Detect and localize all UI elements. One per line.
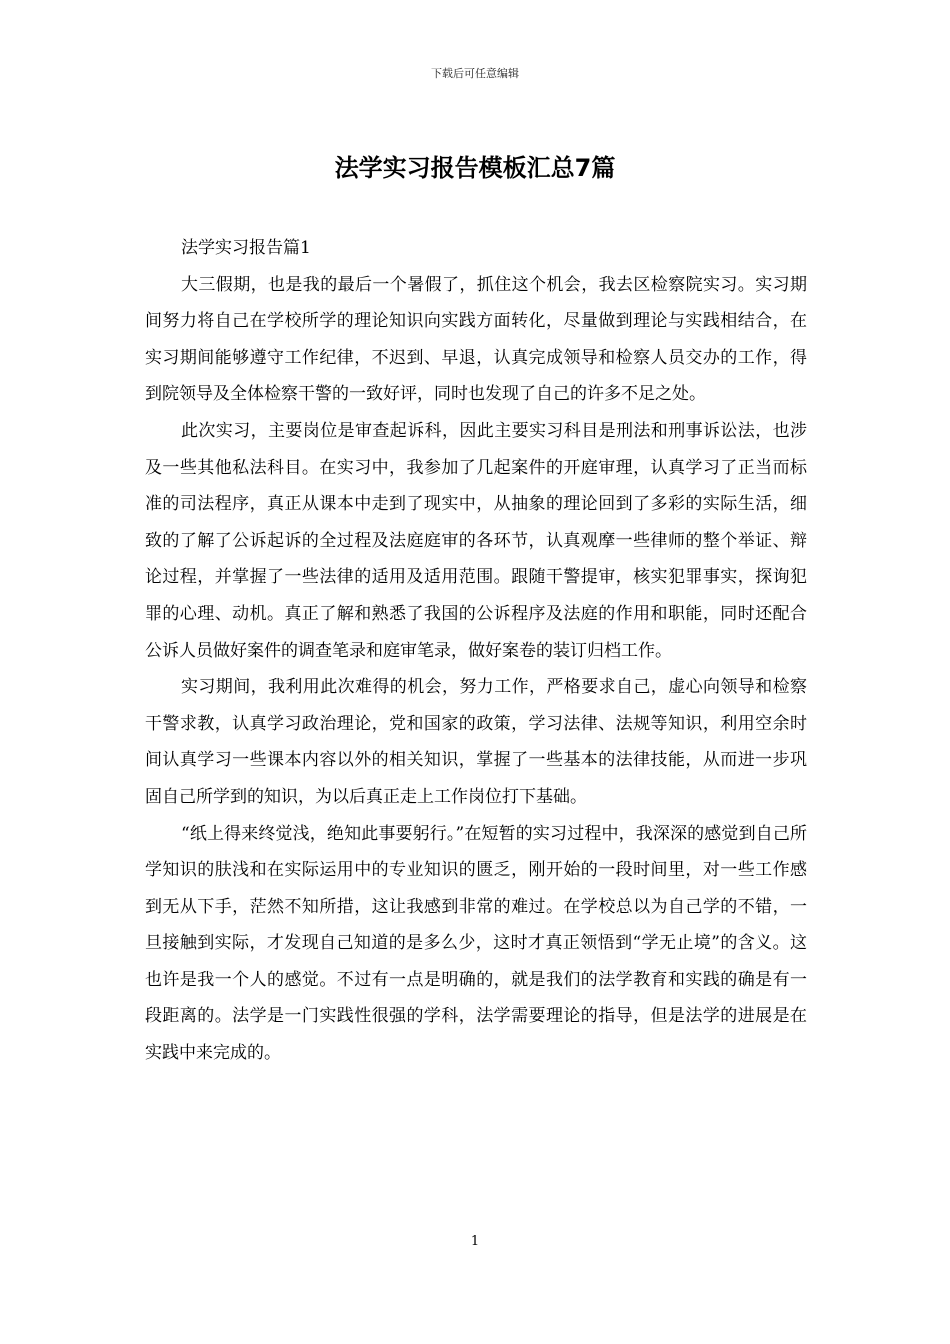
page-number: 1 xyxy=(470,1234,480,1249)
paragraph-4: “纸上得来终觉浅，绝知此事要躬行。”在短暂的实习过程中，我深深的感觉到自己所学知识的肤浅和在实际运用中的专业知识的匮乏，刚开始的一段时间里，对一些工作感到无从下手，茫然不知所措，这让我感到非常的难过。在学校总以为自己学的不错，一旦接触到实际，才发现自己知道的是多么少，这时才真正领悟到“学无止境”的含义。这也许是我一个人的感觉。不过有一点是明确的，就是我们的法学教育和实践的确是有一段距离的。法学是一门实践性很强的学科，法学需要理论的指导，但是法学的进展是在实践中来完成的。 xyxy=(145,823,807,1064)
document-body xyxy=(145,230,807,1072)
header-note: 下载后可任意编辑 xyxy=(431,67,519,80)
section-heading: 法学实习报告篇1 xyxy=(181,238,311,258)
paragraph-3: 实习期间，我利用此次难得的机会，努力工作，严格要求自己，虚心向领导和检察干警求教，认真学习政治理论，党和国家的政策，学习法律、法规等知识，利用空余时间认真学习一些课本内容以外的相关知识，掌握了一些基本的法律技能，从而进一步巩固自己所学到的知识，为以后真正走上工作岗位打下基础。 xyxy=(145,677,807,807)
document-title: 法学实习报告模板汇总7篇 xyxy=(334,154,616,182)
paragraph-2: 此次实习，主要岗位是审查起诉科，因此主要实习科目是刑法和刑事诉讼法，也涉及一些其他私法科目。在实习中，我参加了几起案件的开庭审理，认真学习了正当而标准的司法程序，真正从课本中走到了现实中，从抽象的理论回到了多彩的实际生活，细致的了解了公诉起诉的全过程及法庭庭审的各环节，认真观摩一些律师的整个举证、辩论过程，并掌握了一些法律的适用及适用范围。跟随干警提审，核实犯罪事实，探询犯罪的心理、动机。真正了解和熟悉了我国的公诉程序及法庭的作用和职能，同时还配合公诉人员做好案件的调查笔录和庭审笔录，做好案卷的装订归档工作。 xyxy=(145,420,807,661)
paragraph-1: 大三假期，也是我的最后一个暑假了，抓住这个机会，我去区检察院实习。实习期间努力将自己在学校所学的理论知识向实践方面转化，尽量做到理论与实践相结合，在实习期间能够遵守工作纪律，不迟到、早退，认真完成领导和检察人员交办的工作，得到院领导及全体检察干警的一致好评，同时也发现了自己的许多不足之处。 xyxy=(145,274,807,405)
